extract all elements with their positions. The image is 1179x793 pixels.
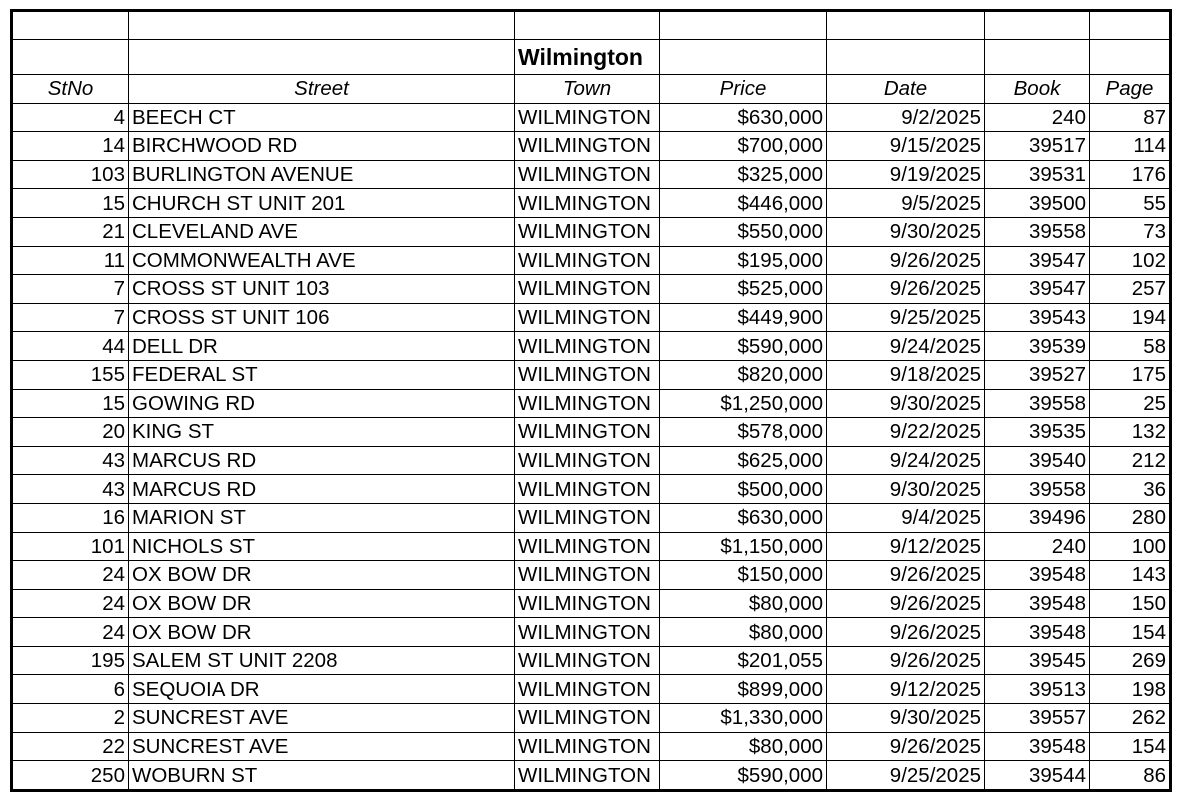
cell-date[interactable]: 9/12/2025 — [827, 532, 985, 561]
cell-town[interactable]: WILMINGTON — [515, 561, 660, 590]
cell-town[interactable]: WILMINGTON — [515, 418, 660, 447]
cell-book[interactable]: 39496 — [985, 503, 1090, 532]
cell-town[interactable]: WILMINGTON — [515, 160, 660, 189]
empty-cell[interactable] — [1090, 11, 1171, 40]
cell-price[interactable]: $80,000 — [660, 732, 827, 761]
cell-street[interactable]: CROSS ST UNIT 106 — [129, 303, 515, 332]
cell-stno[interactable]: 4 — [12, 103, 129, 132]
cell-price[interactable]: $80,000 — [660, 589, 827, 618]
header-cell-page[interactable]: Page — [1090, 75, 1171, 104]
cell-price[interactable]: $630,000 — [660, 503, 827, 532]
cell-price[interactable]: $500,000 — [660, 475, 827, 504]
cell-town[interactable]: WILMINGTON — [515, 189, 660, 218]
cell-price[interactable]: $325,000 — [660, 160, 827, 189]
cell-street[interactable]: COMMONWEALTH AVE — [129, 246, 515, 275]
empty-cell[interactable] — [827, 11, 985, 40]
cell-book[interactable]: 39548 — [985, 732, 1090, 761]
table-row — [12, 446, 1171, 475]
cell-street[interactable]: DELL DR — [129, 332, 515, 361]
cell-date[interactable]: 9/26/2025 — [827, 618, 985, 647]
cell-town[interactable]: WILMINGTON — [515, 475, 660, 504]
cell-stno[interactable]: 21 — [12, 217, 129, 246]
cell-book[interactable]: 39513 — [985, 675, 1090, 704]
cell-price[interactable]: $550,000 — [660, 217, 827, 246]
table-row — [12, 704, 1171, 733]
cell-price[interactable]: $590,000 — [660, 332, 827, 361]
table-row — [12, 132, 1171, 161]
table-row — [12, 189, 1171, 218]
cell-stno[interactable]: 16 — [12, 503, 129, 532]
cell-stno[interactable]: 24 — [12, 618, 129, 647]
cell-price[interactable]: $820,000 — [660, 360, 827, 389]
header-cell-town[interactable]: Town — [515, 75, 660, 104]
table-row — [12, 418, 1171, 447]
cell-town[interactable]: WILMINGTON — [515, 446, 660, 475]
cell-street[interactable]: BEECH CT — [129, 103, 515, 132]
cell-street[interactable]: BURLINGTON AVENUE — [129, 160, 515, 189]
table-row — [12, 246, 1171, 275]
table-row — [12, 532, 1171, 561]
cell-street[interactable]: MARCUS RD — [129, 475, 515, 504]
cell-stno[interactable]: 6 — [12, 675, 129, 704]
cell-book[interactable]: 39558 — [985, 475, 1090, 504]
cell-price[interactable]: $630,000 — [660, 103, 827, 132]
header-cell-book[interactable]: Book — [985, 75, 1090, 104]
cell-page[interactable]: 150 — [1090, 589, 1171, 618]
cell-date[interactable]: 9/24/2025 — [827, 446, 985, 475]
cell-book[interactable]: 39539 — [985, 332, 1090, 361]
cell-book[interactable]: 39558 — [985, 217, 1090, 246]
cell-page[interactable]: 143 — [1090, 561, 1171, 590]
cell-date[interactable]: 9/26/2025 — [827, 732, 985, 761]
cell-stno[interactable]: 195 — [12, 646, 129, 675]
cell-stno[interactable]: 15 — [12, 189, 129, 218]
sheet-title[interactable]: Wilmington — [515, 40, 660, 75]
cell-page[interactable]: 280 — [1090, 503, 1171, 532]
cell-price[interactable]: $700,000 — [660, 132, 827, 161]
cell-street[interactable]: OX BOW DR — [129, 561, 515, 590]
table-row — [12, 217, 1171, 246]
header-row — [12, 75, 1171, 104]
cell-stno[interactable]: 44 — [12, 332, 129, 361]
cell-street[interactable]: OX BOW DR — [129, 589, 515, 618]
cell-date[interactable]: 9/26/2025 — [827, 589, 985, 618]
cell-street[interactable]: BIRCHWOOD RD — [129, 132, 515, 161]
cell-stno[interactable]: 24 — [12, 589, 129, 618]
table-row — [12, 275, 1171, 304]
cell-date[interactable]: 9/26/2025 — [827, 246, 985, 275]
table-row — [12, 732, 1171, 761]
cell-date[interactable]: 9/25/2025 — [827, 761, 985, 791]
cell-page[interactable]: 132 — [1090, 418, 1171, 447]
cell-date[interactable]: 9/12/2025 — [827, 675, 985, 704]
cell-price[interactable]: $899,000 — [660, 675, 827, 704]
cell-book[interactable]: 39500 — [985, 189, 1090, 218]
cell-town[interactable]: WILMINGTON — [515, 704, 660, 733]
table-row — [12, 618, 1171, 647]
cell-price[interactable]: $80,000 — [660, 618, 827, 647]
cell-stno[interactable]: 24 — [12, 561, 129, 590]
cell-page[interactable]: 25 — [1090, 389, 1171, 418]
table-row — [12, 646, 1171, 675]
cell-book[interactable]: 39548 — [985, 589, 1090, 618]
cell-page[interactable]: 86 — [1090, 761, 1171, 791]
cell-street[interactable]: OX BOW DR — [129, 618, 515, 647]
empty-cell[interactable] — [827, 40, 985, 75]
cell-page[interactable]: 154 — [1090, 618, 1171, 647]
cell-book[interactable]: 39547 — [985, 275, 1090, 304]
cell-town[interactable]: WILMINGTON — [515, 732, 660, 761]
cell-stno[interactable]: 43 — [12, 475, 129, 504]
cell-book[interactable]: 39548 — [985, 618, 1090, 647]
cell-page[interactable]: 114 — [1090, 132, 1171, 161]
table-row — [12, 675, 1171, 704]
cell-street[interactable]: SALEM ST UNIT 2208 — [129, 646, 515, 675]
cell-page[interactable]: 257 — [1090, 275, 1171, 304]
cell-date[interactable]: 9/26/2025 — [827, 561, 985, 590]
table-row — [12, 503, 1171, 532]
cell-town[interactable]: WILMINGTON — [515, 675, 660, 704]
cell-date[interactable]: 9/30/2025 — [827, 475, 985, 504]
cell-stno[interactable]: 250 — [12, 761, 129, 791]
cell-date[interactable]: 9/30/2025 — [827, 704, 985, 733]
table-row — [12, 332, 1171, 361]
cell-book[interactable]: 240 — [985, 532, 1090, 561]
cell-page[interactable]: 269 — [1090, 646, 1171, 675]
cell-price[interactable]: $1,330,000 — [660, 704, 827, 733]
cell-street[interactable]: SUNCREST AVE — [129, 732, 515, 761]
cell-book[interactable]: 39547 — [985, 246, 1090, 275]
cell-date[interactable]: 9/25/2025 — [827, 303, 985, 332]
cell-stno[interactable]: 43 — [12, 446, 129, 475]
cell-price[interactable]: $446,000 — [660, 189, 827, 218]
cell-date[interactable]: 9/2/2025 — [827, 103, 985, 132]
empty-cell[interactable] — [660, 40, 827, 75]
cell-town[interactable]: WILMINGTON — [515, 618, 660, 647]
cell-price[interactable]: $578,000 — [660, 418, 827, 447]
header-cell-date[interactable]: Date — [827, 75, 985, 104]
cell-town[interactable]: WILMINGTON — [515, 103, 660, 132]
cell-town[interactable]: WILMINGTON — [515, 761, 660, 791]
empty-cell[interactable] — [515, 11, 660, 40]
cell-page[interactable]: 262 — [1090, 704, 1171, 733]
cell-page[interactable]: 55 — [1090, 189, 1171, 218]
cell-page[interactable]: 102 — [1090, 246, 1171, 275]
cell-book[interactable]: 39558 — [985, 389, 1090, 418]
cell-book[interactable]: 39531 — [985, 160, 1090, 189]
table-row — [12, 389, 1171, 418]
cell-price[interactable]: $590,000 — [660, 761, 827, 791]
cell-date[interactable]: 9/24/2025 — [827, 332, 985, 361]
cell-street[interactable]: FEDERAL ST — [129, 360, 515, 389]
cell-town[interactable]: WILMINGTON — [515, 389, 660, 418]
cell-town[interactable]: WILMINGTON — [515, 132, 660, 161]
table-row — [12, 160, 1171, 189]
cell-town[interactable]: WILMINGTON — [515, 360, 660, 389]
cell-town[interactable]: WILMINGTON — [515, 303, 660, 332]
cell-book[interactable]: 39557 — [985, 704, 1090, 733]
cell-street[interactable]: SUNCREST AVE — [129, 704, 515, 733]
table-row — [12, 103, 1171, 132]
cell-date[interactable]: 9/15/2025 — [827, 132, 985, 161]
cell-page[interactable]: 36 — [1090, 475, 1171, 504]
cell-stno[interactable]: 7 — [12, 303, 129, 332]
cell-page[interactable]: 176 — [1090, 160, 1171, 189]
cell-street[interactable]: CHURCH ST UNIT 201 — [129, 189, 515, 218]
cell-page[interactable]: 58 — [1090, 332, 1171, 361]
cell-street[interactable]: GOWING RD — [129, 389, 515, 418]
empty-cell[interactable] — [129, 40, 515, 75]
cell-page[interactable]: 212 — [1090, 446, 1171, 475]
cell-price[interactable]: $525,000 — [660, 275, 827, 304]
cell-price[interactable]: $1,150,000 — [660, 532, 827, 561]
empty-cell[interactable] — [12, 11, 129, 40]
blank-row — [12, 11, 1171, 40]
cell-page[interactable]: 198 — [1090, 675, 1171, 704]
cell-page[interactable]: 175 — [1090, 360, 1171, 389]
table-row — [12, 475, 1171, 504]
cell-date[interactable]: 9/5/2025 — [827, 189, 985, 218]
cell-town[interactable]: WILMINGTON — [515, 646, 660, 675]
cell-street[interactable]: NICHOLS ST — [129, 532, 515, 561]
cell-town[interactable]: WILMINGTON — [515, 275, 660, 304]
empty-cell[interactable] — [985, 40, 1090, 75]
cell-street[interactable]: SEQUOIA DR — [129, 675, 515, 704]
header-cell-street[interactable]: Street — [129, 75, 515, 104]
cell-book[interactable]: 39544 — [985, 761, 1090, 791]
cell-price[interactable]: $150,000 — [660, 561, 827, 590]
empty-cell[interactable] — [12, 40, 129, 75]
cell-street[interactable]: WOBURN ST — [129, 761, 515, 791]
cell-street[interactable]: CLEVELAND AVE — [129, 217, 515, 246]
cell-stno[interactable]: 20 — [12, 418, 129, 447]
cell-book[interactable]: 39527 — [985, 360, 1090, 389]
cell-date[interactable]: 9/30/2025 — [827, 389, 985, 418]
cell-stno[interactable]: 155 — [12, 360, 129, 389]
cell-book[interactable]: 39545 — [985, 646, 1090, 675]
cell-book[interactable]: 39548 — [985, 561, 1090, 590]
table-row — [12, 589, 1171, 618]
cell-street[interactable]: KING ST — [129, 418, 515, 447]
cell-book[interactable]: 39540 — [985, 446, 1090, 475]
table-row — [12, 761, 1171, 791]
cell-book[interactable]: 39535 — [985, 418, 1090, 447]
title-row — [12, 40, 1171, 75]
cell-price[interactable]: $1,250,000 — [660, 389, 827, 418]
cell-book[interactable]: 39543 — [985, 303, 1090, 332]
header-cell-price[interactable]: Price — [660, 75, 827, 104]
cell-date[interactable]: 9/26/2025 — [827, 275, 985, 304]
cell-stno[interactable]: 22 — [12, 732, 129, 761]
cell-date[interactable]: 9/19/2025 — [827, 160, 985, 189]
cell-date[interactable]: 9/22/2025 — [827, 418, 985, 447]
empty-cell[interactable] — [129, 11, 515, 40]
cell-date[interactable]: 9/26/2025 — [827, 646, 985, 675]
cell-page[interactable]: 194 — [1090, 303, 1171, 332]
cell-town[interactable]: WILMINGTON — [515, 246, 660, 275]
cell-page[interactable]: 73 — [1090, 217, 1171, 246]
empty-cell[interactable] — [985, 11, 1090, 40]
cell-page[interactable]: 100 — [1090, 532, 1171, 561]
cell-date[interactable]: 9/30/2025 — [827, 217, 985, 246]
empty-cell[interactable] — [1090, 40, 1171, 75]
cell-page[interactable]: 87 — [1090, 103, 1171, 132]
cell-stno[interactable]: 2 — [12, 704, 129, 733]
spreadsheet-table — [10, 9, 1172, 792]
cell-street[interactable]: MARCUS RD — [129, 446, 515, 475]
cell-town[interactable]: WILMINGTON — [515, 589, 660, 618]
cell-date[interactable]: 9/18/2025 — [827, 360, 985, 389]
cell-street[interactable]: MARION ST — [129, 503, 515, 532]
cell-street[interactable]: CROSS ST UNIT 103 — [129, 275, 515, 304]
cell-date[interactable]: 9/4/2025 — [827, 503, 985, 532]
cell-price[interactable]: $449,900 — [660, 303, 827, 332]
table-row — [12, 360, 1171, 389]
cell-town[interactable]: WILMINGTON — [515, 503, 660, 532]
cell-stno[interactable]: 14 — [12, 132, 129, 161]
cell-stno[interactable]: 103 — [12, 160, 129, 189]
cell-town[interactable]: WILMINGTON — [515, 217, 660, 246]
cell-stno[interactable]: 7 — [12, 275, 129, 304]
cell-price[interactable]: $195,000 — [660, 246, 827, 275]
cell-price[interactable]: $201,055 — [660, 646, 827, 675]
cell-page[interactable]: 154 — [1090, 732, 1171, 761]
cell-town[interactable]: WILMINGTON — [515, 532, 660, 561]
cell-stno[interactable]: 101 — [12, 532, 129, 561]
cell-book[interactable]: 240 — [985, 103, 1090, 132]
cell-book[interactable]: 39517 — [985, 132, 1090, 161]
cell-stno[interactable]: 11 — [12, 246, 129, 275]
empty-cell[interactable] — [660, 11, 827, 40]
cell-town[interactable]: WILMINGTON — [515, 332, 660, 361]
table-row — [12, 303, 1171, 332]
cell-price[interactable]: $625,000 — [660, 446, 827, 475]
table-row — [12, 561, 1171, 590]
cell-stno[interactable]: 15 — [12, 389, 129, 418]
header-cell-stno[interactable]: StNo — [12, 75, 129, 104]
